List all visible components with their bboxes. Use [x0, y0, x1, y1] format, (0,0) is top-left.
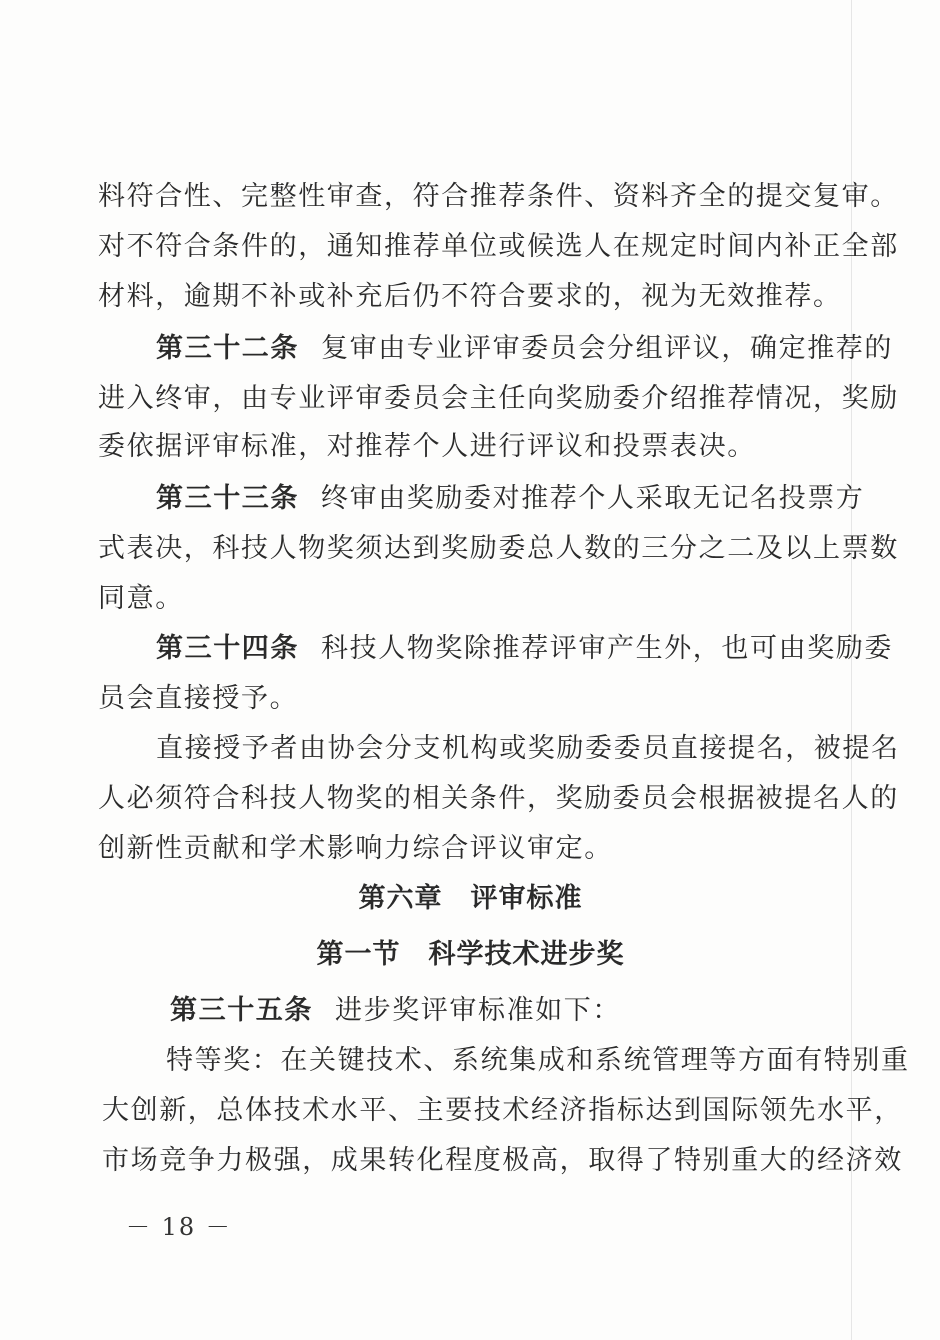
body-line: 进入终审，由专业评审委员会主任向奖励委介绍推荐情况，奖励 [98, 383, 899, 414]
body-line: 特等奖：在关键技术、系统集成和系统管理等方面有特别重 [166, 1045, 910, 1076]
body-line: 式表决，科技人物奖须达到奖励委总人数的三分之二及以上票数 [98, 533, 899, 564]
body-line: 同意。 [98, 583, 184, 614]
body-line: 材料，逾期不补或补充后仍不符合要求的，视为无效推荐。 [98, 281, 842, 312]
body-line: 员会直接授予。 [98, 683, 299, 714]
article-35-text: 进步奖评审标准如下： [335, 995, 621, 1026]
article-33-line [156, 482, 864, 516]
page-number: － 18 － [126, 1213, 232, 1241]
article-34-line [156, 632, 893, 666]
chapter-title: 评审标准 [470, 883, 583, 914]
body-line: 直接授予者由协会分支机构或奖励委委员直接提名，被提名 [156, 733, 900, 764]
article-32-text: 复审由专业评审委员会分组评议，确定推荐的 [321, 333, 893, 364]
section-heading [98, 938, 843, 972]
article-32-label: 第三十二条 [156, 333, 299, 364]
article-33-label: 第三十三条 [156, 483, 299, 514]
section-title: 科学技术进步奖 [428, 939, 625, 970]
body-line: 大创新，总体技术水平、主要技术经济指标达到国际领先水平， [102, 1095, 903, 1126]
body-line: 人必须符合科技人物奖的相关条件，奖励委员会根据被提名人的 [98, 783, 899, 814]
body-line: 市场竞争力极强，成果转化程度极高，取得了特别重大的经济效 [102, 1145, 903, 1176]
article-33-text: 终审由奖励委对推荐个人采取无记名投票方 [321, 483, 865, 514]
article-34-label: 第三十四条 [156, 633, 299, 664]
chapter-number: 第六章 [358, 883, 443, 914]
section-number: 第一节 [316, 939, 401, 970]
article-34-text: 科技人物奖除推荐评审产生外，也可由奖励委 [321, 633, 893, 664]
body-line: 创新性贡献和学术影响力综合评议审定。 [98, 833, 613, 864]
article-35-label: 第三十五条 [170, 995, 313, 1026]
article-32-line [156, 332, 893, 366]
body-line: 对不符合条件的，通知推荐单位或候选人在规定时间内补正全部 [98, 231, 899, 262]
body-line: 委依据评审标准，对推荐个人进行评议和投票表决。 [98, 431, 756, 462]
body-line: 料符合性、完整性审查，符合推荐条件、资料齐全的提交复审。 [98, 181, 899, 212]
article-35-line [170, 994, 621, 1028]
chapter-heading [98, 882, 843, 916]
